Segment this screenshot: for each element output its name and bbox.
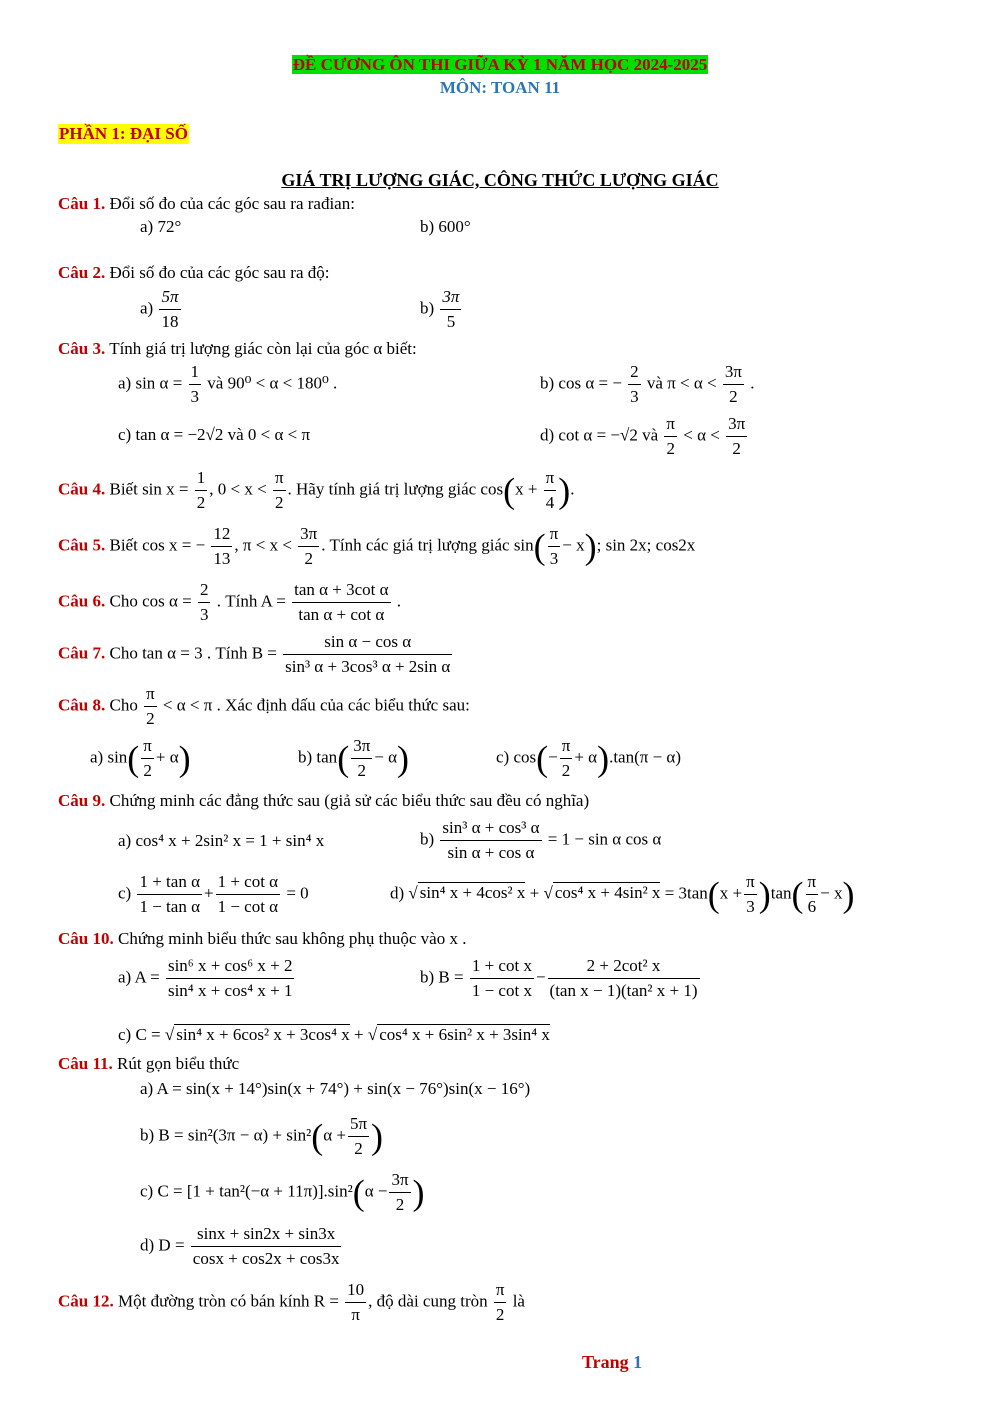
fraction: $\frac{12}{13}$	[213, 524, 231, 568]
q8-item-b: b) tan( $\frac{3\pi}{2}$ − α)	[298, 734, 409, 783]
fraction: $\frac{\pi}{6}$	[807, 872, 817, 916]
question-2: Câu 2. Đổi số đo của các góc sau ra độ:	[58, 263, 330, 282]
fraction: $\frac{3\pi}{2}$	[728, 414, 746, 458]
fraction: $\frac{\text{sin⁶ x + cos⁶ x + 2}}{\text{sin⁴ x + cos⁴ x + 1}}$	[167, 956, 293, 1000]
question-12: Câu 12. Một đường tròn có bán kính R = $\frac{10}{\pi}$ , độ dài cung tròn $\frac{\pi}{2}$ là	[58, 1278, 525, 1327]
page-number: Trang 1	[582, 1352, 643, 1372]
fraction: $\frac{\pi}{2}$	[561, 736, 571, 780]
q1-item-b: b) 600°	[420, 217, 471, 236]
q2-item-b: b) $\frac{3\pi}{5}$	[420, 285, 463, 334]
q3-item-d: d) cot α = −√2 và $\frac{\pi}{2}$ < α < $\frac{3\pi}{2}$	[540, 412, 749, 461]
fraction: $\frac{5\pi}{2}$	[349, 1114, 368, 1158]
q9-item-b: b) $\frac{\text{sin³ α + cos³ α}}{\text{sin α + cos α}}$ = 1 − sin α cos α	[420, 816, 661, 865]
q2-item-a: a) $\frac{5\pi}{18}$	[140, 285, 183, 334]
fraction: $\frac{1}{3}$	[190, 362, 200, 406]
q9-item-c: c) $\frac{\text{1 + tan α}}{\text{1 − tan α}}$ + $\frac{\text{1 + cot α}}{\text{1 − cot α}}$ = 0	[118, 870, 309, 919]
q8-item-c: c) cos(− $\frac{\pi}{2}$ + α).tan(π − α)	[496, 734, 681, 783]
fraction: $\frac{5\pi}{18}$	[161, 287, 179, 331]
fraction: $\frac{\pi}{4}$	[545, 468, 555, 512]
q10-item-c: c) C = √ sin⁴ x + 6cos² x + 3cos⁴ x + √ cos⁴ x + 6sin² x + 3sin⁴ x	[118, 1025, 550, 1044]
question-11: Câu 11. Rút gọn biểu thức	[58, 1054, 240, 1073]
topic-heading: GIÁ TRỊ LƯỢNG GIÁC, CÔNG THỨC LƯỢNG GIÁC	[281, 170, 719, 190]
question-9: Câu 9. Chứng minh các đẳng thức sau (giả sử các biểu thức sau đều có nghĩa)	[58, 791, 590, 810]
q3-item-b: b) cos α = − $\frac{2}{3}$ và π < α < $\frac{3\pi}{2}$ .	[540, 360, 754, 409]
fraction: $\frac{10}{\pi}$	[347, 1280, 365, 1324]
fraction: $\frac{\pi}{2}$	[143, 736, 152, 780]
q1-item-a: a) 72°	[140, 217, 182, 236]
fraction: $\frac{\text{1 + tan α}}{\text{1 − tan α}}$	[139, 872, 200, 916]
fraction: $\frac{\text{1 + cot α}}{\text{1 − cot α}}$	[217, 872, 279, 916]
fraction: $\frac{\text{sin³ α + cos³ α}}{\text{sin α + cos α}}$	[442, 818, 540, 862]
q9-item-a: a) cos⁴ x + 2sin² x = 1 + sin⁴ x	[118, 831, 325, 850]
fraction: $\frac{3\pi}{2}$	[353, 736, 371, 780]
fraction: $\frac{2}{3}$	[630, 362, 639, 406]
fraction: $\frac{\text{2 + 2cot² x}}{\text{(tan x − 1)(tan² x + 1)}}$	[549, 956, 698, 1000]
fraction: $\frac{\text{1 + cot x}}{\text{1 − cot x}}$	[471, 956, 532, 1000]
q11-item-c: c) C = [1 + tan²(−α + 11π)].sin²(α − $\frac{3\pi}{2}$ )	[140, 1168, 425, 1217]
question-10: Câu 10. Chứng minh biểu thức sau không phụ thuộc vào x .	[58, 929, 467, 948]
fraction: $\frac{\pi}{3}$	[746, 872, 755, 916]
q11-item-a: a) A = sin(x + 14°)sin(x + 74°) + sin(x − 76°)sin(x − 16°)	[140, 1079, 531, 1098]
question-4: Câu 4. Biết sin x = $\frac{1}{2}$ , 0 < x < $\frac{\pi}{2}$ . Hãy tính giá trị lượng giác cos(x + $\frac{\pi}{4}$ ).	[58, 466, 575, 515]
part-heading: PHẦN 1: ĐẠI SỐ	[59, 124, 188, 143]
fraction: $\frac{3\pi}{5}$	[442, 287, 460, 331]
q10-item-b: b) B = $\frac{\text{1 + cot x}}{\text{1 − cot x}}$ − $\frac{\text{2 + 2cot² x}}{\text{(tan x − 1)(tan² x + 1)}}$	[420, 954, 702, 1003]
q11-item-d: d) D = $\frac{\sin x + \sin 2x + \sin 3x}{\cos x + \cos 2x + \cos 3x}$	[140, 1222, 343, 1271]
question-8: Câu 8. Cho $\frac{\pi}{2}$ < α < π . Xác định dấu của các biểu thức sau:	[58, 682, 470, 731]
q10-item-a: a) A = $\frac{\text{sin⁶ x + cos⁶ x + 2}}{\text{sin⁴ x + cos⁴ x + 1}}$	[118, 954, 296, 1003]
q9-item-d: d) √ sin⁴ x + 4cos² x + √ cos⁴ x + 4sin² x = 3tan(x + $\frac{\pi}{3}$ )tan( $\frac{\pi}{6}$ − x)	[390, 870, 854, 919]
document-title: ĐỀ CƯƠNG ÔN THI GIỮA KỲ 1 NĂM HỌC 2024-2025	[292, 55, 708, 74]
fraction: $\frac{\text{sin α − cos α}}{\text{sin³ α + 3cos³ α + 2sin α}}$	[285, 632, 451, 676]
fraction: $\frac{\pi}{2}$	[274, 468, 284, 512]
fraction: $\frac{\pi}{2}$	[495, 1280, 505, 1324]
question-3: Câu 3. Tính giá trị lượng giác còn lại của góc α biết:	[58, 339, 417, 358]
question-6: Câu 6. Cho cos α = $\frac{2}{3}$ . Tính A = $\frac{\text{tan α + 3cot α}}{\text{tan α + cot α}}$ .	[58, 578, 401, 627]
q3-item-c: c) tan α = −2√2 và 0 < α < π	[118, 425, 311, 444]
fraction: $\frac{3\pi}{2}$	[724, 362, 742, 406]
fraction: $\frac{\sin x + \sin 2x + \sin 3x}{\cos x + \cos 2x + \cos 3x}$	[192, 1224, 340, 1268]
fraction: $\frac{3\pi}{2}$	[300, 524, 318, 568]
q8-item-a: a) sin( $\frac{\pi}{2}$ + α)	[90, 734, 191, 783]
fraction: $\frac{3\pi}{2}$	[391, 1170, 409, 1214]
fraction: $\frac{1}{2}$	[196, 468, 206, 512]
fraction: $\frac{\pi}{3}$	[549, 524, 559, 568]
question-5: Câu 5. Biết cos x = − $\frac{12}{13}$ , π < x < $\frac{3\pi}{2}$ . Tính các giá trị lượng giác sin( $\frac{\pi}{3}$ − x); sin 2x; cos2x	[58, 522, 695, 571]
q11-item-b: b) B = sin²(3π − α) + sin²(α + $\frac{5\pi}{2}$ )	[140, 1112, 383, 1161]
question-7: Câu 7. Cho tan α = 3 . Tính B = $\frac{\text{sin α − cos α}}{\text{sin³ α + 3cos³ α + 2sin α}}$	[58, 630, 454, 679]
fraction: $\frac{\pi}{2}$	[666, 414, 675, 458]
fraction: $\frac{\pi}{2}$	[146, 684, 155, 728]
fraction: $\frac{2}{3}$	[199, 580, 209, 624]
q3-item-a: a) sin α = $\frac{1}{3}$ và 90⁰ < α < 180⁰ .	[118, 360, 337, 409]
subject-title: MÔN: TOAN 11	[439, 78, 561, 97]
fraction: $\frac{\text{tan α + 3cot α}}{\text{tan α + cot α}}$	[294, 580, 389, 624]
question-1: Câu 1. Đổi số đo của các góc sau ra rađian:	[58, 194, 355, 213]
